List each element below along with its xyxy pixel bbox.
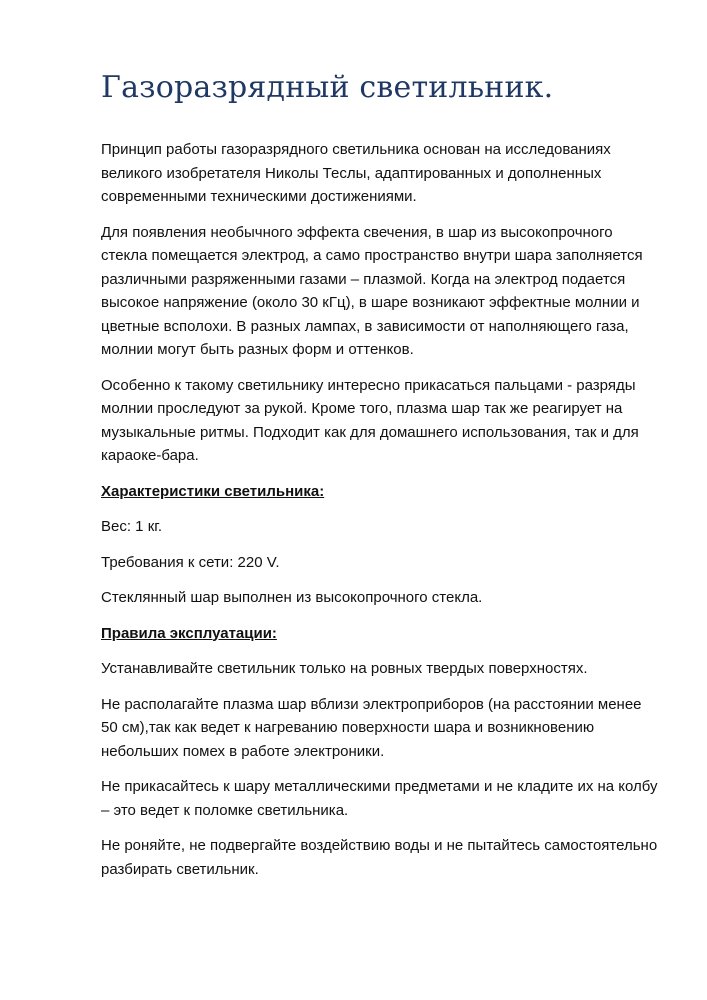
spec-item: Вес: 1 кг. xyxy=(101,518,163,535)
rule-item: Не прикасайтесь к шару металлическими предметами и не кладите их на колбу – это ведет к поломке светильника. xyxy=(101,778,658,819)
spec-item: Требования к сети: 220 V. xyxy=(101,553,280,571)
intro-paragraph: Особенно к такому светильнику интересно прикасаться пальцами - разряды молнии проследуют за рукой. Кроме того, плазма шар так же реагирует на музыкальные ритмы. Подходит как для домашнего использования, так и для караоке-бара. xyxy=(101,376,639,464)
intro-paragraph: Принцип работы газоразрядного светильника основан на исследованиях великого изобретателя Николы Теслы, адаптированных и дополненных современными техническими достижениями. xyxy=(101,141,611,205)
specs-heading: Характеристики светильника: xyxy=(101,482,325,500)
document-page xyxy=(101,68,661,893)
rule-item: Не роняйте, не подвергайте воздействию воды и не пытайтесь самостоятельно разбирать светильник. xyxy=(101,837,658,878)
rules-heading: Правила эксплуатации: xyxy=(101,624,277,642)
intro-paragraph: Для появления необычного эффекта свечения, в шар из высокопрочного стекла помещается электрод, а само пространство внутри шара заполняется различными разряженными газами – плазмой. Когда на электрод подается высокое напряжение (около 30 кГц), в шаре возникают эффектные молнии и цветные всполохи. В разных лампах, в зависимости от наполняющего газа, молнии могут быть разных форм и оттенков. xyxy=(101,223,643,358)
rule-item: Не располагайте плазма шар вблизи электроприборов (на расстоянии менее 50 см),так как ведет к нагреванию поверхности шара и возникновению небольших помех в работе электроники. xyxy=(101,695,642,760)
document-title: Газоразрядный светильник. xyxy=(101,70,554,105)
spec-item: Стеклянный шар выполнен из высокопрочного стекла. xyxy=(101,589,483,606)
rule-item: Устанавливайте светильник только на ровных твердых поверхностях. xyxy=(101,660,588,677)
